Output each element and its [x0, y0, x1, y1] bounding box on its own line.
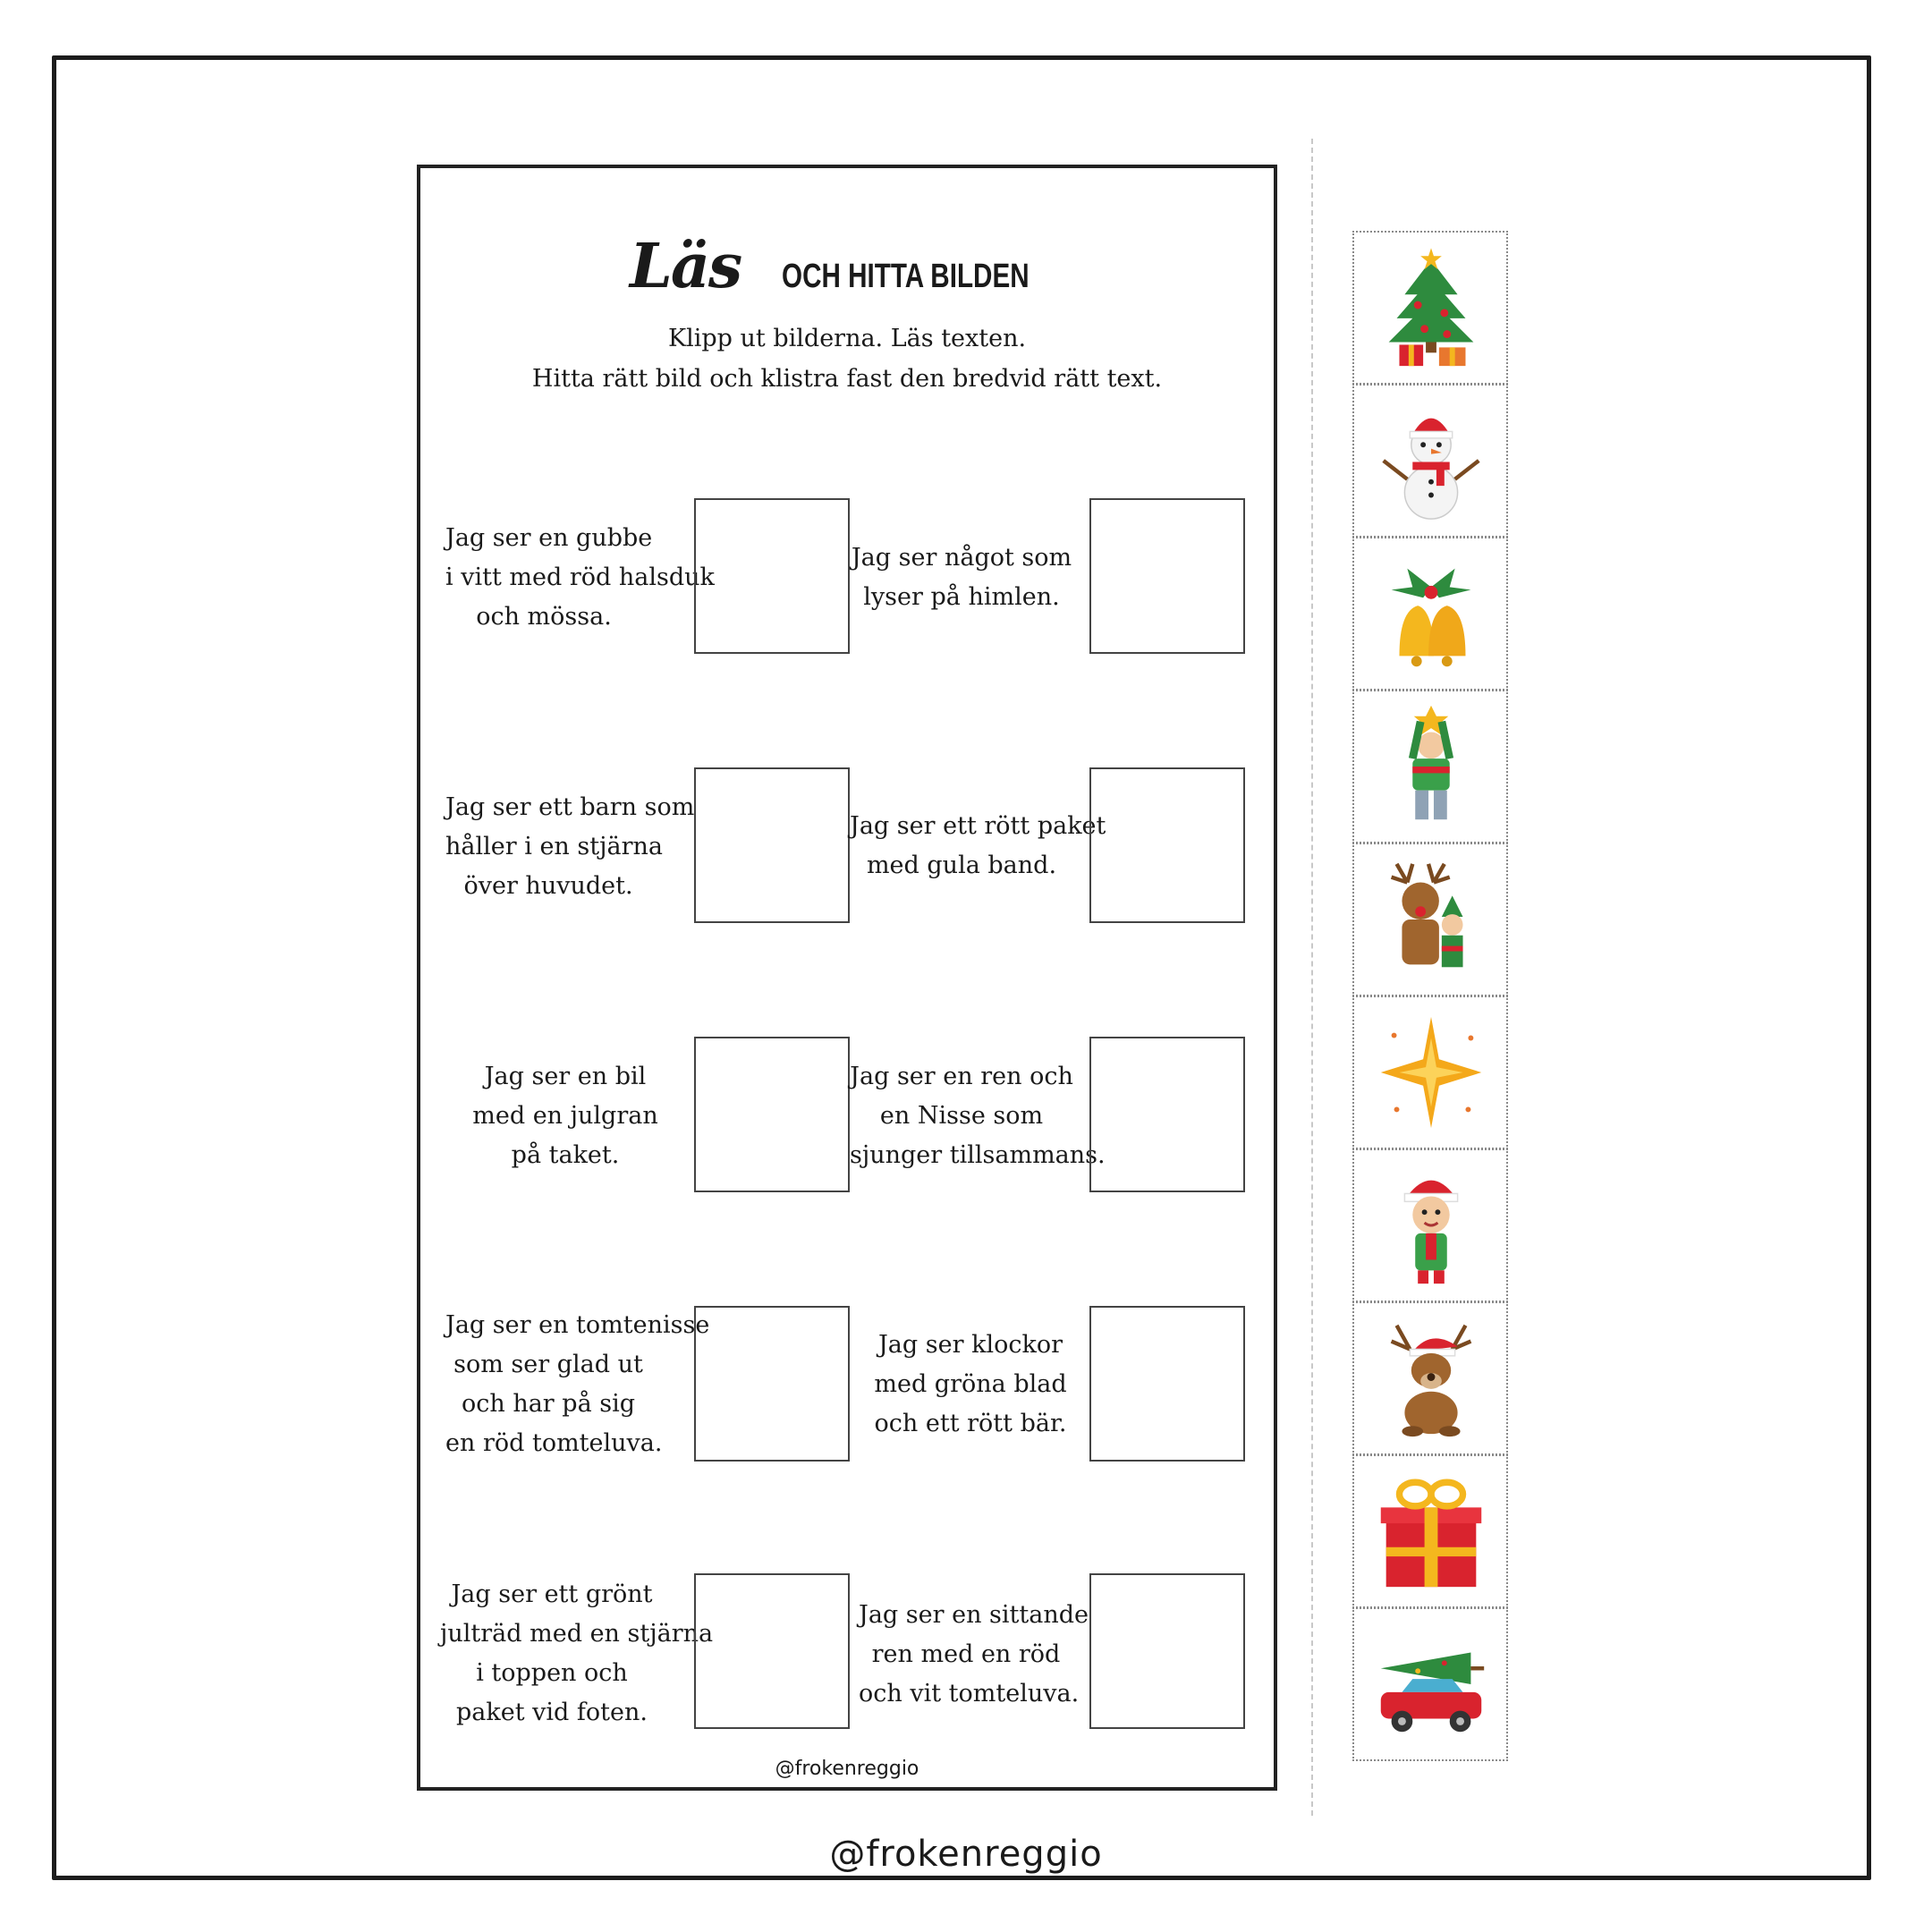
cutout-cell[interactable] — [1352, 1301, 1508, 1455]
cut-line — [1311, 139, 1313, 1816]
cutout-cell[interactable] — [1352, 1454, 1508, 1608]
cutout-cell[interactable] — [1352, 1148, 1508, 1302]
paste-box — [1089, 498, 1245, 654]
paste-box — [694, 1306, 850, 1462]
item-text: Jag ser något som lyser på himlen. — [851, 544, 1072, 611]
item-text: Jag ser en ren och en Nisse som sjunger tillsammans. — [850, 1063, 1106, 1169]
item-text: Jag ser en sittande ren med en röd och vit tomteluva. — [859, 1601, 1089, 1707]
worksheet-credit: @frokenreggio — [775, 1758, 919, 1780]
car-with-tree-icon — [1365, 1618, 1497, 1750]
paste-box — [1089, 1306, 1245, 1462]
cutout-cell[interactable] — [1352, 843, 1508, 996]
reindeer-and-elf-icon — [1365, 853, 1497, 986]
item-text: Jag ser en gubbe i vitt med röd halsduk och mössa. — [445, 524, 715, 631]
paste-box — [694, 1573, 850, 1729]
cutout-cell[interactable] — [1352, 996, 1508, 1149]
item-text: Jag ser en bil med en julgran på taket. — [472, 1063, 658, 1169]
cutout-cell[interactable] — [1352, 231, 1508, 385]
title-big-word: Läs — [630, 231, 741, 302]
christmas-tree-icon — [1365, 242, 1497, 374]
paste-box — [694, 1037, 850, 1192]
item-text: Jag ser ett rött paket med gula band. — [850, 812, 1106, 879]
item-text: Jag ser en tomtenisse som ser glad ut och har på sig en röd tomteluva. — [445, 1311, 710, 1457]
instruction-line: Klipp ut bilderna. Läs texten. — [667, 325, 1027, 352]
snowman-icon — [1365, 394, 1497, 527]
instruction-line: Hitta rätt bild och klistra fast den bredvid rätt text. — [531, 365, 1163, 393]
cutout-cell[interactable] — [1352, 537, 1508, 691]
reindeer-santa-hat-icon — [1365, 1312, 1497, 1445]
item-text: Jag ser ett grönt julträd med en stjärna i toppen och paket vid foten. — [440, 1580, 714, 1726]
item-text: Jag ser klockor med gröna blad och ett rött bär. — [874, 1331, 1067, 1437]
bells-holly-icon — [1365, 547, 1497, 680]
cutout-cell[interactable] — [1352, 384, 1508, 538]
cutout-strip — [1352, 231, 1508, 1763]
paste-box — [1089, 1573, 1245, 1729]
gift-icon — [1365, 1465, 1497, 1597]
elf-boy-icon — [1365, 1159, 1497, 1292]
cutout-cell[interactable] — [1352, 690, 1508, 843]
cutout-cell[interactable] — [1352, 1607, 1508, 1761]
item-text: Jag ser ett barn som håller i en stjärna över huvudet. — [445, 793, 695, 900]
star-icon — [1365, 1006, 1497, 1139]
title-small-words: OCH HITTA BILDEN — [782, 258, 1030, 295]
worksheet-title — [420, 231, 1274, 302]
paste-box — [694, 498, 850, 654]
instructions — [420, 318, 1274, 399]
paste-box — [1089, 767, 1245, 923]
paste-box — [1089, 1037, 1245, 1192]
footer-credit: @frokenreggio — [829, 1834, 1103, 1875]
child-holding-star-icon — [1365, 700, 1497, 833]
worksheet-page — [417, 165, 1277, 1791]
paste-box — [694, 767, 850, 923]
